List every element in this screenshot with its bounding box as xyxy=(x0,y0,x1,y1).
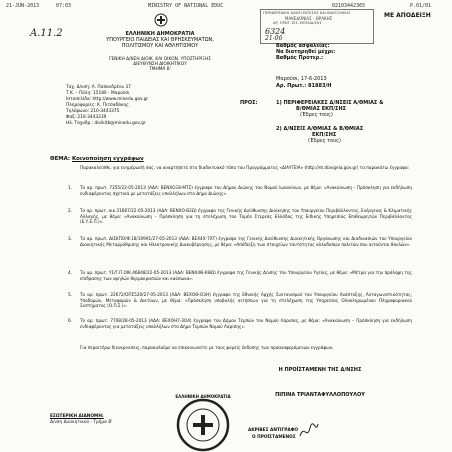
list-item-number: 5. xyxy=(68,292,72,297)
fax-date: 21-JUN-2013 xyxy=(6,3,40,9)
fax-number: 02103442365 xyxy=(332,3,366,9)
certified-copy-line-2: Ο ΠΡΟΪΣΤΑΜΕΝΟΣ xyxy=(252,435,296,440)
official-seal-icon xyxy=(176,398,230,452)
recipient-1-line-3: (Έδρες τους) xyxy=(300,112,333,118)
recipient-1-line-1: 1) ΠΕΡΙΦΕΡΕΙΑΚΕΣ Δ/ΝΣΕΙΣ Α/ΘΜΙΑΣ & xyxy=(276,100,384,106)
contact-phone: Τηλέφωνο: 210-3443375 xyxy=(66,109,120,114)
subject-label: ΘΕΜΑ: xyxy=(50,156,70,162)
handwritten-note: Α.11.2 xyxy=(30,28,63,39)
subject-text: Κοινοποίηση εγγράφων xyxy=(72,156,144,162)
fax-time: 07:03 xyxy=(56,3,72,9)
copy-signature-scribble xyxy=(298,420,320,442)
issuer-ministry-line-2: ΠΟΛΙΤΙΣΜΟΥ ΚΑΙ ΑΘΛΗΤΙΣΜΟΥ xyxy=(121,43,199,49)
contact-postal: Τ.Κ. – Πόλη: 15180 - Μαρούσι xyxy=(66,91,130,96)
list-item-number: 3. xyxy=(68,236,72,241)
contact-email: Ηλ. Ταχυδρ.: dioikitb@minedu.gov.gr xyxy=(66,121,146,126)
recipient-2-line-1: 2) Δ/ΝΣΕΙΣ Α/ΘΜΙΑΣ & Β/ΘΜΙΑΣ xyxy=(276,126,364,132)
issuer-gd-line-2: ΔΙΕΥΘΥΝΣΗ ΔΙΟΙΚΗΤΙΚΟΥ xyxy=(133,62,187,67)
recipient-2-line-2: ΕΚΠ/ΣΗΣ xyxy=(312,132,337,138)
fax-sender: MINISTRY OF NATIONAL EDUC xyxy=(148,3,224,9)
issuer-gd-line-1: ΓΕΝΙΚΗ Δ/ΝΣΗ ΔΙΟΙΚ. ΚΑΙ ΟΙΚΟΝ. ΥΠΟΣΤΗΡΙΞΗΣ xyxy=(109,57,211,62)
list-item-number: 2. xyxy=(68,208,72,213)
issuer-country: ΕΛΛΗΝΙΚΗ ΔΗΜΟΚΡΑΤΙΑ xyxy=(125,31,195,37)
list-item: Το αρ. πρωτ. 7355/22-05-2013 (ΑΔΑ: ΒΕΝΧΟΞ8-ΜΤΣ) έγγραφο του Δήμου Διώνης του Νομού Ιωαννίνων, με θέμα: «Ανακοίνωση - Πρόσκληση για εκδήλωση ενδιαφέροντος σχετικά με μετατάξεις υπαλλήλων στο Δήμο Διώνης». xyxy=(80,185,412,196)
list-item-number: 4. xyxy=(68,270,72,275)
protocol-number: Αρ. Πρωτ.: 81883/Η xyxy=(276,83,332,89)
contact-info: Πληροφορίες: Κ. Πιτσαδάκης xyxy=(66,103,129,108)
fax-page: P.01/01 xyxy=(410,3,432,9)
internal-distribution-label: ΕΣΩΤΕΡΙΚΗ ΔΙΑΝΟΜΗ: xyxy=(50,414,104,419)
list-item: Το αρ. πρωτ. ΔΙΣΚΠΟ/Φ.18/10991/27-05-2013 (ΑΔΑ: ΒΕΧ4Χ-7ΧΤ) έγγραφο της Γενικής Διεύθυνσης Διοικητικής Οργάνωσης και Διαδικασιών του Υπουργείου Διοικητικής Μεταρρύθμισης και Ηλεκτρονικής Διακυβέρνησης, με θέμα: «Απόδειξη των στοιχείων ταυτότητας αλλοδαπών πολιτών που αιτούνται θουλών». xyxy=(80,236,412,247)
stamp-line-1: ΠΕΡΙΦΕΡΕΙΑΚΗ Δ/ΝΣΗ ΕΚΠ/ΣΗΣ ΚΑΙ ΑΝΑΤΟΛΙΚΗΣ xyxy=(263,11,351,15)
issuer-gd-line-3: ΤΜΗΜΑ Β' xyxy=(149,67,171,72)
list-item: Το αρ. πρωτ. 22672/ΟΠΣ520/27-05-2013 (ΑΔΑ: ΒΕΧΟΘ-Ο3Η) έγγραφο της Εθνικής Αρχής Συντονισμού του Υπουργείου Ανάπτυξης, Ανταγωνιστικότητας, Υποδομών, Μεταφορών & Δικτύων, με θέμα: «Πρόσκληση υποβολής αιτήσεων για τη στελέχωση της Υπηρεσίας Ολοκληρωμένου Πληροφοριακού Συστήματος (Ο.Π.Σ.)». xyxy=(80,292,412,308)
stamp-line-2: ΜΑΚΕΔΟΝΙΑΣ - ΘΡΑΚΗΣ xyxy=(285,16,333,21)
list-item: Το αρ. πρωτ. Υ1/Γ.Π.ΟΙΚ.46848/22-05-2013 (ΑΔΑ: ΒΕΝΧ4Θ-ΚΘΩ) έγγραφο της Γενικής Δ/νσης του Υπουργείου Υγείας, με θέμα: «Μέτρα για την πρόληψη της επίδρασης των υψηλών θερμοκρασιών και καύσωνα». xyxy=(80,270,412,281)
list-item-number: 6. xyxy=(68,318,72,323)
recipient-1-line-2: Β/ΘΜΙΑΣ ΕΚΠ/ΣΗΣ xyxy=(296,106,347,112)
intro-paragraph: Παρακαλείσθε, για ενημέρωσή σας, να αναρτήσετε στο διαδικτυακό τόπο του Προγράμματος «ΔΙΑΥΓΕΙΑ» (http://et.diavgeia.gov.gr) τα παρακάτω έγγραφα: xyxy=(80,165,410,170)
list-item: Το αρ. πρωτ. οικ.31687/22-05-2013 (ΑΔΑ: ΒΕΝΧΟ-Β2Ω) έγγραφο της Γενικής Διεύθυνσης Διοίκησης του Υπουργείου Περιβάλλοντος, Ενέργειας & Κλιματικής Αλλαγής, με θέμα: «Ανακοίνωση – Πρόσκληση για τη στελέχωση του Τομέα Στερεάς Ελλάδας της Ειδικής Υπηρεσίας Επιθεωρητών Περιβάλλοντος (Ε.Υ.Ε.Π.)». xyxy=(80,208,412,224)
recipients-label: ΠΡΟΣ: xyxy=(240,100,258,106)
signature-title: Η ΠΡΟΪΣΤΑΜΕΝΗ ΤΗΣ Δ/ΝΣΗΣ xyxy=(278,367,362,373)
stamp-number: 6324 xyxy=(265,27,286,36)
list-item-number: 1. xyxy=(68,185,72,190)
issuer-ministry-line-1: ΥΠΟΥΡΓΕΙΟ ΠΑΙΔΕΙΑΣ ΚΑΙ ΘΡΗΣΚΕΥΜΑΤΩΝ, xyxy=(106,37,214,43)
priority-level: Βαθμός Προτερ.: xyxy=(276,55,324,61)
place-date: Μαρούσι, 17-6-2013 xyxy=(276,76,327,82)
contact-website: Ιστοσελίδα: http://www.minedu.gov.gr xyxy=(66,97,149,102)
stamp-date: 21-06 xyxy=(265,35,283,42)
signature-name: ΠΙΠΙΝΑ ΤΡΙΑΝΤΑΦΥΛΛΟΠΟΥΛΟΥ xyxy=(275,392,365,398)
seal-text: ΕΛΛΗΝΙΚΗ ΔΗΜΟΚΡΑΤΙΑ xyxy=(175,394,231,399)
recipient-2-line-3: (Έδρες τους) xyxy=(308,138,341,144)
receipt-required-label: ΜΕ ΑΠΟΔΕΙΞΗ xyxy=(384,12,431,19)
certified-copy-line-1: ΑΚΡΙΒΕΣ ΑΝΤΙΓΡΑΦΟ xyxy=(248,428,299,433)
internal-distribution-entry: Δ/νση Διοικητικού - Τμήμα Β' xyxy=(50,420,113,425)
stamp-line-3: ΑΡ. ΠΡΩΤ. ΕΙΣ. ΕΚΠΑΙΔ/ΣΗΣ xyxy=(273,21,322,25)
contact-fax: Φαξ: 210-3443239 xyxy=(66,115,107,120)
retention-period: Να διατηρηθεί μέχρι: xyxy=(276,49,336,55)
security-level: Βαθμός ασφαλείας: xyxy=(276,43,330,49)
list-item: Το αρ. πρωτ. 7708/28-05-2013 (ΑΔΑ: ΒΕΧΟΗ7-3Ο4) έγγραφο του Δήμου Τεμπών του Νομού Λάρισας, με θέμα: «Ανακοίνωση – Πρόσκληση για εκδήλωση ενδιαφέροντος για μετατάξεις υπαλλήλων στο Δήμο Τεμπών Νομού Λαρίσης». xyxy=(80,318,412,329)
closing-paragraph: Για περαιτέρω διευκρινίσεις, παρακαλούμε να επικοινωνείτε με τους φορείς έκδοσης των προαναφερόμενων εγγράφων. xyxy=(80,345,334,350)
contact-address: Ταχ. Δ/νση: Α. Παπανδρέου 37 xyxy=(66,85,131,90)
